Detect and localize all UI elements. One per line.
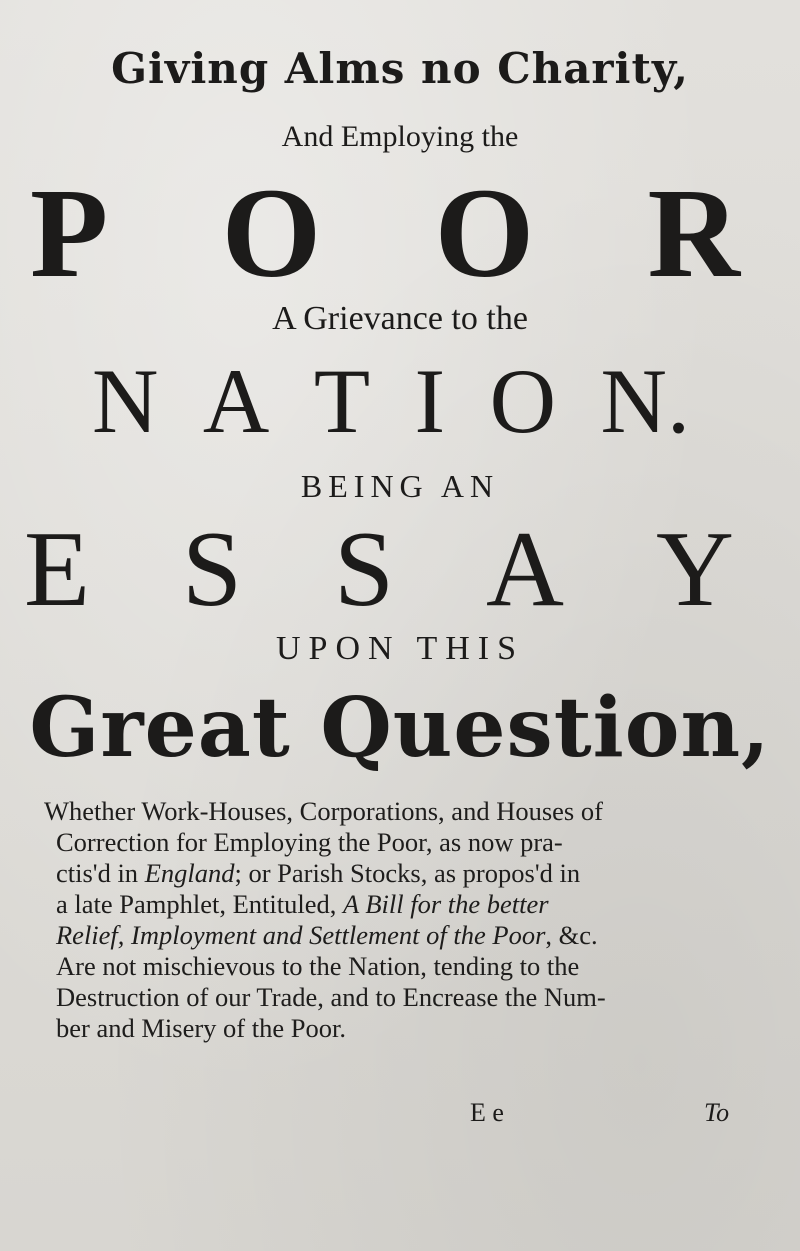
essay-letter: S <box>333 510 395 629</box>
nation-letter: O <box>489 350 557 452</box>
nation-letter: A <box>202 350 270 452</box>
paragraph-text: a late Pamphlet, Entituled, <box>56 889 344 919</box>
poor-letter: O <box>221 162 322 304</box>
nation-letter: N. <box>600 350 690 452</box>
paragraph-text: ; or Parish Stocks, as propos'd in <box>234 858 581 888</box>
paragraph-line <box>44 889 760 920</box>
title-word-nation <box>92 348 690 454</box>
paragraph-italic-text: Relief, Imployment and Settlement of the Poor <box>56 920 546 950</box>
catchword: To <box>704 1098 730 1127</box>
paragraph-italic-text: A Bill for the better <box>343 889 549 919</box>
title-line-upon-this: UPON THIS <box>275 630 524 667</box>
paragraph-line: Destruction of our Trade, and to Encrease the Num- <box>56 982 606 1012</box>
title-line-employing: And Employing the <box>281 120 519 153</box>
nation-letter: N <box>92 350 159 452</box>
essay-letter: E <box>24 510 90 629</box>
paragraph-italic-text: England <box>144 858 235 888</box>
poor-letter: P <box>30 162 109 304</box>
title-line-being-an: BEING AN <box>300 468 500 504</box>
paragraph-line <box>44 858 760 889</box>
paragraph-line: Are not mischievous to the Nation, tending to the <box>56 951 580 981</box>
title-line-grievance: A Grievance to the <box>272 300 528 337</box>
paragraph-line: Correction for Employing the Poor, as now pra- <box>56 827 563 857</box>
paragraph-line: ber and Misery of the Poor. <box>56 1013 346 1043</box>
question-paragraph <box>44 796 760 1044</box>
essay-letter: Y <box>655 510 734 629</box>
essay-letter: S <box>181 510 243 629</box>
poor-letter: R <box>647 162 740 304</box>
title-line-giving-alms: Giving Alms no Charity, <box>111 44 689 93</box>
paragraph-text: , &c. <box>545 920 598 950</box>
nation-letter: I <box>414 350 446 452</box>
signature-mark: E e <box>470 1098 504 1127</box>
title-word-essay <box>24 508 734 632</box>
paragraph-line: Whether Work-Houses, Corporations, and Houses of <box>44 796 603 826</box>
paragraph-line <box>44 920 760 951</box>
essay-letter: A <box>486 510 564 629</box>
nation-letter: T <box>313 350 371 452</box>
poor-letter: O <box>434 162 535 304</box>
title-line-great-question: Great Question, <box>29 680 771 776</box>
paragraph-text: ctis'd in <box>56 858 145 888</box>
title-word-poor <box>30 160 740 307</box>
